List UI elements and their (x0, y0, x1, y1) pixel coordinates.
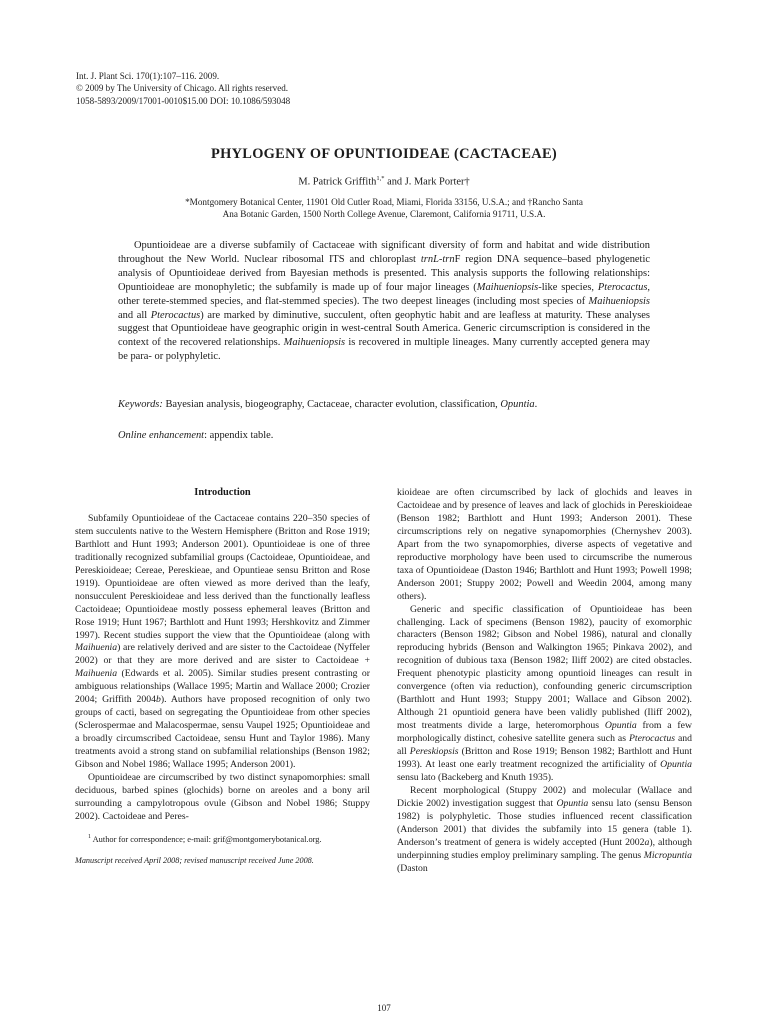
paragraph (397, 604, 692, 785)
paragraph: kioideae are often circumscribed by lack of glochids and leaves in Cactoideae and by presence of leaves and lack of glochids in Pereskioideae (Benson 1982; Barthlott and Hunt 1993; Anderson 2001). These circumscriptions rely on negative synapomorphies (Chernyshev 2003). Apart from the two synapomorphies, diverse aspects of vegetative and reproductive morphology have been used to circumscribe the numerous taxa of Opuntioideae (Daston 1946; Barthlott and Hunt 1993; Powell 1998; Anderson 2001; Stuppy 2002; Powell and Weedin 2004, among many others). (397, 487, 692, 602)
genus-name: Pterocactus (597, 281, 648, 293)
genus-name: Maihueniopsis (283, 337, 346, 349)
paragraph-text: (Daston (397, 862, 428, 874)
paragraph-text: and all (397, 733, 692, 758)
abstract (118, 239, 650, 364)
footnote-text: Author for correspondence; e-mail: grif@montgomerybotanical.org. (91, 834, 322, 844)
manuscript-dates: Manuscript received April 2008; revised manuscript received June 2008. (75, 856, 314, 866)
keywords (118, 398, 650, 412)
genus-name: Opuntia (604, 720, 637, 732)
citation-suffix: a (644, 836, 650, 848)
footnote (75, 832, 370, 845)
paragraph (397, 785, 692, 876)
abstract-text: is recovered in multiple lineages. Many currently accepted genera may be para- or polyphyletic. (118, 337, 650, 363)
abstract-text: F region DNA sequence–based phylogenetic analysis of Opuntioideae derived from Bayesian methods is presented. This analysis supports the following relationships: Opuntioideae are monophyletic; the subfamily is made up of four major lineages ( (118, 253, 650, 293)
abstract-text: , other terete-stemmed species, and flat-stemmed species). The two deepest lineages (including most species of (118, 281, 650, 307)
paragraph-text: ) are relatively derived and are sister to the Cactoideae (Nyffeler 2002) or that they are more derived and are sister to Cactoideae + (75, 642, 370, 667)
author-connector: and (384, 176, 405, 188)
paragraph (75, 513, 370, 772)
affiliation-line-2: Ana Botanic Garden, 1500 North College Avenue, Claremont, California 91711, U.S.A. (222, 209, 546, 220)
abstract-text: Opuntioideae are a diverse subfamily of Cactaceae with significant diversity of form and habitat and wide distribution throughout the New World. Nuclear ribosomal ITS and chloroplast (118, 240, 650, 265)
paragraph-text: sensu lato (Backeberg and Knuth 1935). (397, 771, 554, 783)
genus-name: Opuntia (660, 759, 692, 771)
author-line (0, 175, 768, 187)
abstract-italic-term: trnL-trn (420, 253, 455, 265)
genus-name: Micropuntia (643, 849, 692, 861)
paragraph-text: Subfamily Opuntioideae of the Cactaceae contains 220–350 species of stem succulents native to the Western Hemisphere (Britton and Rose 1919; Barthlott and Hunt 1993; Anderson 2001). Opuntioideae is one of three traditionally recognized subfamilial groups (Cactoideae, Opuntioideae, and Pereskioideae; Cereae, Pereskieae, and Opuntieae sensu Britton and Rose 1919). Opuntioideae are often viewed as more derived than the leafy, nonsucculent Pereskioideae and less derived than the functionally leafless Cactoideae; Opuntioideae mostly possess ephemeral leaves (Britton and Rose 1919; Hunt 1967; Barthlott and Hunt 1993; Hershkovitz and Zimmer 1997). Recent studies support the view that the Opuntioideae (along with (75, 512, 370, 641)
abstract-text: ) are marked by diminutive, succulent, often geophytic habit and are leafless at maturity. These analyses suggest that Opuntioideae have geographic origin in west-central South America. Generic circumscription is considered in the context of the recovered relationships. (118, 309, 650, 349)
affiliations (80, 196, 688, 221)
genus-name: Maihueniopsis (588, 295, 650, 307)
keywords-italic: Opuntia (500, 399, 535, 410)
paragraph-text: ). Authors have proposed recognition of only two groups of cacti, based on segregating the Opuntioideae from other species (Sclerospermae and Malacospermae, sensu Vaupel 1925; Opuntioideae and a broadly circumscribed Cactoideae, sensu Hunt and Taylor 1986). Many treatments avoid a strong stand on subfamilial relationships (Benson 1982; Gibson and Nobel 1986; Wallace 1995; Anderson 2001). (75, 694, 370, 771)
paragraph-text: (Edwards et al. 2005). Similar studies present contrasting or ambiguous relationships (Wallace 1995; Martin and Wallace 2000; Crozier 2004; Griffith 2004 (75, 668, 370, 706)
abstract-text: and all (118, 309, 151, 321)
genus-name: Pereskiopsis (409, 746, 459, 758)
online-text: : appendix table. (204, 430, 274, 441)
paper-title: PHYLOGENY OF OPUNTIOIDEAE (CACTACEAE) (211, 146, 557, 162)
genus-name: Maihuenia (75, 642, 118, 654)
abstract-text: -like species, (538, 281, 598, 293)
paragraph-text: from a few morphologically distinct, cohesive satellite genera such as (397, 720, 692, 745)
paragraph-text: sensu lato (sensu Benson 1982) is polyphyletic. Those studies influenced recent classification (Anderson 2001) that divides the subfamily into 15 genera (table 1). Anderson’s treatment of genera is widely accepted (Hunt 2002 (397, 797, 692, 848)
page-number: 107 (377, 1003, 391, 1013)
genus-name: Pterocactus (150, 309, 201, 321)
keywords-text: Bayesian analysis, biogeography, Cactaceae, character evolution, classification, (162, 399, 501, 410)
journal-citation: Int. J. Plant Sci. 170(1):107–116. 2009. (76, 71, 220, 81)
paragraph: Opuntioideae are circumscribed by two distinct synapomorphies: small deciduous, barbed spines (glochids) borne on areoles and a bony aril surrounding a campylotropous ovule (Gibson and Nobel 1986; Stuppy 2002). Cactoideae and Peres- (75, 772, 370, 822)
citation-suffix: b (155, 694, 161, 706)
footnote-mark: 1 (88, 833, 91, 840)
author-1: M. Patrick Griffith (298, 176, 377, 188)
section-heading: Introduction (194, 487, 251, 498)
keywords-end: . (534, 399, 538, 410)
genus-name: Opuntia (556, 797, 589, 809)
genus-name: Maihuenia (75, 668, 118, 680)
paragraph-text: Recent morphological (Stuppy 2002) and molecular (Wallace and Dickie 2002) investigation suggest that (397, 784, 692, 809)
copyright-line: © 2009 by The University of Chicago. All rights reserved. (76, 83, 289, 94)
genus-name: Pterocactus (628, 733, 676, 745)
paragraph-text: Generic and specific classification of Opuntioideae has been challenging. Lack of specimens (Benson 1982), paucity of exomorphic characters (Benson 1982; Gibson and Nobel 1986), natural and clonally reproducing hybrids (Benson and Walkington 1965; Pinkava 2002), and recognition of dubious taxa (Benson 1982; Iliff 2002) are cited obstacles. Frequent phenotypic plasticity among opuntioid lineages can result in convergence (often via reduction), confounding generic circumscription (Barthlott and Hunt 1993; Stuppy 2001; Wallace and Gibson 2002). Although 21 opuntioid genera have been validly published (Iliff 2002), most treatments divide a large, heteromorphous (397, 603, 692, 732)
paragraph-text: (Britton and Rose 1919; Benson 1982; Barthlott and Hunt 1993). At least one early treatment recognized the artificiality of (397, 746, 692, 771)
right-column (397, 487, 692, 876)
online-enhancement (118, 429, 650, 443)
genus-name: Maihueniopsis (476, 281, 539, 293)
online-label: Online enhancement (118, 430, 205, 441)
author-2-mark: † (464, 176, 470, 188)
author-1-marks: 1,* (376, 175, 385, 182)
author-2: J. Mark Porter (404, 176, 465, 188)
paragraph-text: ), although underpinning studies employ preliminary sampling. The genus (397, 836, 692, 861)
doi-line: 1058-5893/2009/17001-0010$15.00 DOI: 10.1086/593048 (76, 95, 291, 106)
keywords-label: Keywords: (118, 399, 163, 410)
left-column (75, 487, 370, 866)
affiliation-line-1: *Montgomery Botanical Center, 11901 Old Cutler Road, Miami, Florida 33156, U.S.A.; and †Rancho Santa (185, 197, 583, 207)
citation-block (76, 70, 536, 107)
